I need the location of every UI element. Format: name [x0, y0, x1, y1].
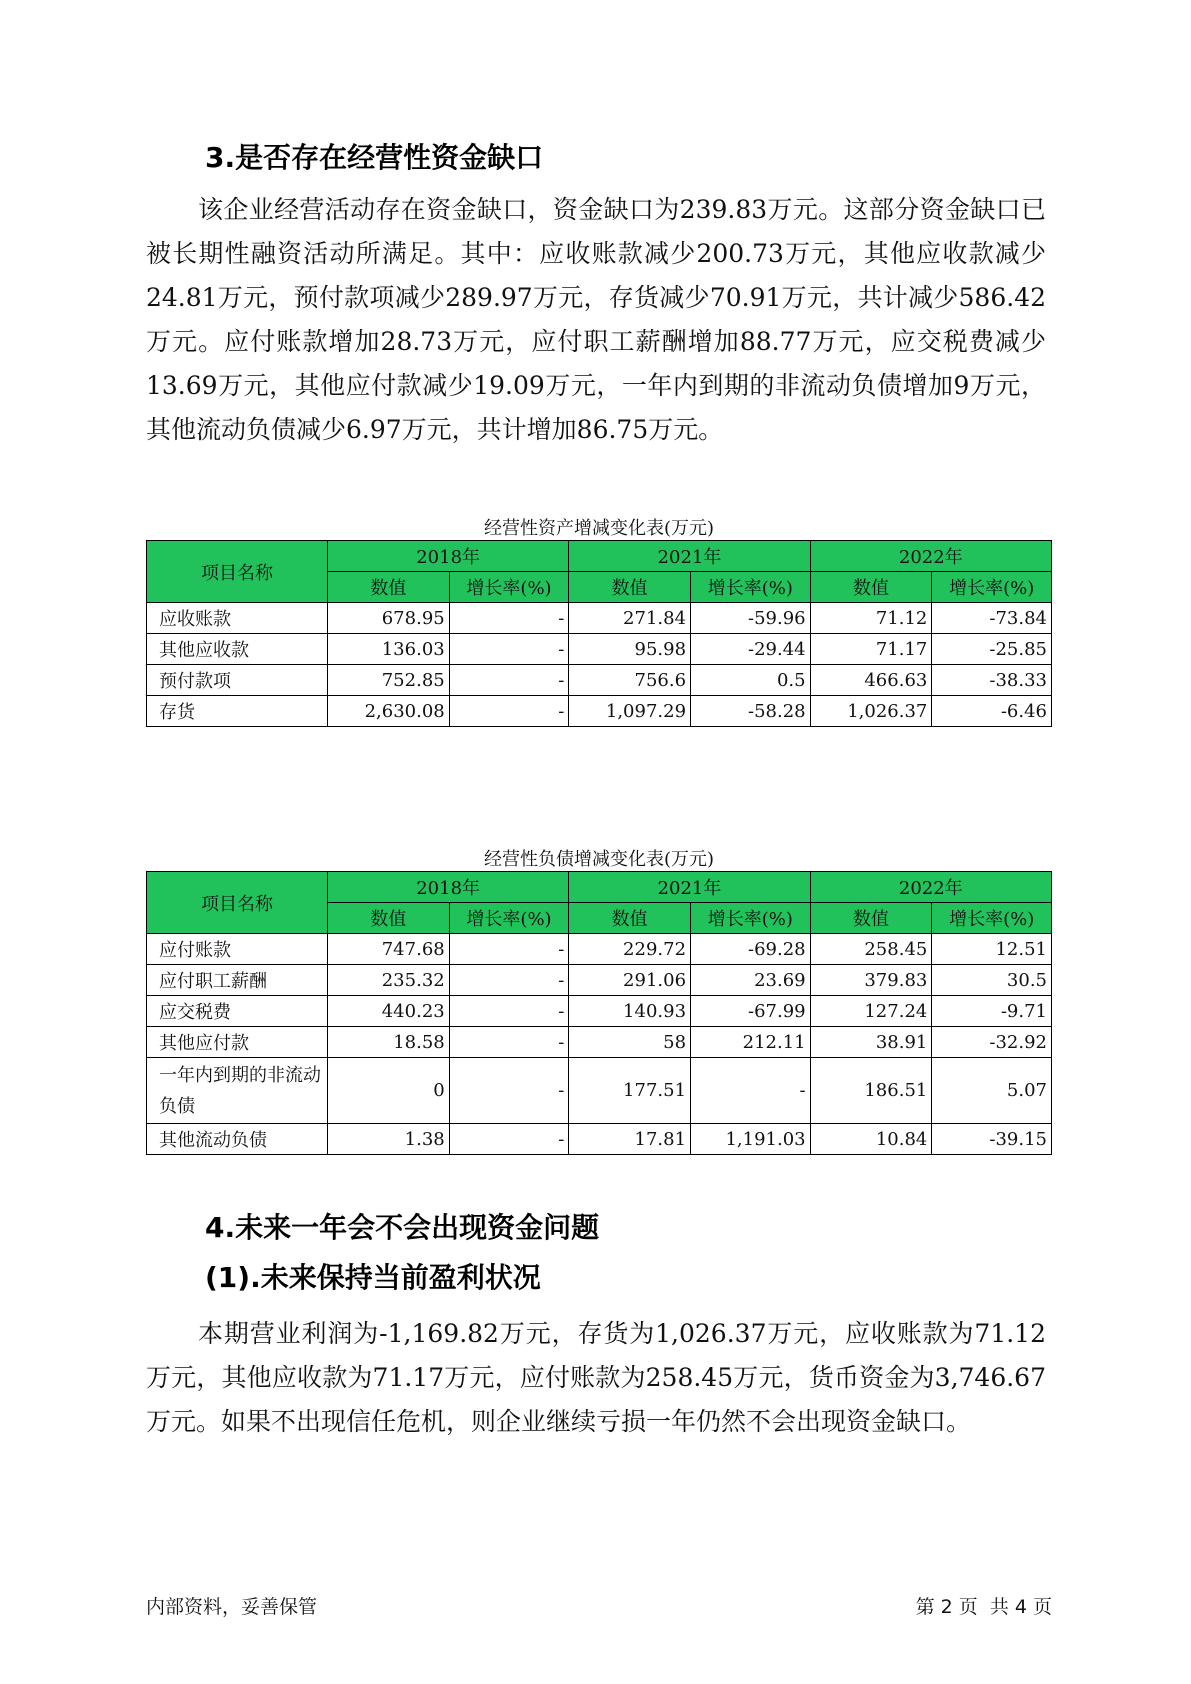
cell-rate: -	[449, 996, 569, 1027]
cell-rate: -58.28	[691, 696, 811, 727]
cell-rate: -	[449, 665, 569, 696]
cell-rate: -67.99	[691, 996, 811, 1027]
row-name: 应收账款	[147, 603, 328, 634]
section-4-heading: 4.未来一年会不会出现资金问题	[205, 1211, 600, 1244]
row-name: 应付职工薪酬	[147, 965, 328, 996]
header-item-name: 项目名称	[147, 872, 328, 934]
cell-value: 271.84	[569, 603, 691, 634]
cell-value: 678.95	[327, 603, 449, 634]
cell-value: 258.45	[810, 934, 932, 965]
cell-value: 2,630.08	[327, 696, 449, 727]
section-4-subheading: (1).未来保持当前盈利状况	[205, 1261, 541, 1294]
table-row	[147, 603, 1052, 634]
header-year: 2018年	[327, 872, 568, 903]
cell-value: 752.85	[327, 665, 449, 696]
section-3-paragraph	[146, 188, 1046, 452]
row-name: 预付款项	[147, 665, 328, 696]
cell-value: 140.93	[569, 996, 691, 1027]
header-item-name: 项目名称	[147, 541, 328, 603]
cell-rate: -	[449, 1058, 569, 1124]
footer-page-number: 第 2 页 共 4 页	[915, 1596, 1052, 1618]
cell-value: 756.6	[569, 665, 691, 696]
table-row	[147, 996, 1052, 1027]
cell-value: 0	[327, 1058, 449, 1124]
cell-rate: -	[449, 1124, 569, 1155]
cell-rate: 12.51	[932, 934, 1052, 965]
section-3-heading: 3.是否存在经营性资金缺口	[205, 141, 544, 174]
cell-value: 18.58	[327, 1027, 449, 1058]
cell-rate: 23.69	[691, 965, 811, 996]
header-growth-rate: 增长率(%)	[932, 572, 1052, 603]
cell-rate: -25.85	[932, 634, 1052, 665]
header-year: 2018年	[327, 541, 568, 572]
cell-value: 10.84	[810, 1124, 932, 1155]
table-1-caption: 经营性资产增减变化表(万元)	[483, 518, 715, 539]
cell-value: 291.06	[569, 965, 691, 996]
header-year: 2021年	[569, 872, 810, 903]
header-value: 数值	[569, 572, 691, 603]
cell-rate: 30.5	[932, 965, 1052, 996]
cell-rate: -	[449, 634, 569, 665]
footer-confidential-note: 内部资料，妥善保管	[146, 1596, 318, 1618]
cell-rate: -	[449, 965, 569, 996]
cell-value: 186.51	[810, 1058, 932, 1124]
cell-rate: -6.46	[932, 696, 1052, 727]
row-name: 其他应收款	[147, 634, 328, 665]
table-row	[147, 696, 1052, 727]
cell-value: 71.17	[810, 634, 932, 665]
header-growth-rate: 增长率(%)	[449, 903, 569, 934]
table-row	[147, 1027, 1052, 1058]
cell-rate: 212.11	[691, 1027, 811, 1058]
cell-value: 747.68	[327, 934, 449, 965]
cell-value: 177.51	[569, 1058, 691, 1124]
cell-rate: -59.96	[691, 603, 811, 634]
row-name: 其他应付款	[147, 1027, 328, 1058]
cell-value: 1,026.37	[810, 696, 932, 727]
row-name: 应付账款	[147, 934, 328, 965]
row-name: 应交税费	[147, 996, 328, 1027]
cell-value: 379.83	[810, 965, 932, 996]
header-year: 2021年	[569, 541, 810, 572]
cell-rate: 1,191.03	[691, 1124, 811, 1155]
table-row	[147, 634, 1052, 665]
table-row	[147, 1124, 1052, 1155]
cell-value: 95.98	[569, 634, 691, 665]
cell-rate: 5.07	[932, 1058, 1052, 1124]
header-year: 2022年	[810, 541, 1051, 572]
table-2-caption: 经营性负债增减变化表(万元)	[483, 849, 715, 870]
row-name: 一年内到期的非流动负债	[147, 1058, 328, 1124]
cell-rate: -29.44	[691, 634, 811, 665]
cell-rate: -	[449, 934, 569, 965]
table-row	[147, 965, 1052, 996]
cell-value: 17.81	[569, 1124, 691, 1155]
cell-rate: 0.5	[691, 665, 811, 696]
cell-rate: -32.92	[932, 1027, 1052, 1058]
header-value: 数值	[327, 572, 449, 603]
cell-rate: -69.28	[691, 934, 811, 965]
cell-value: 71.12	[810, 603, 932, 634]
operating-assets-table	[146, 540, 1052, 727]
cell-value: 235.32	[327, 965, 449, 996]
cell-value: 136.03	[327, 634, 449, 665]
section-3-text: 该企业经营活动存在资金缺口，资金缺口为239.83万元。这部分资金缺口已被长期性融资活动所满足。其中：应收账款减少200.73万元，其他应收款减少24.81万元，预付款项减少289.97万元，存货减少70.91万元，共计减少586.42万元。应付账款增加28.73万元，应付职工薪酬增加88.77万元，应交税费减少13.69万元，其他应付款减少19.09万元，一年内到期的非流动负债增加9万元，其他流动负债减少6.97万元，共计增加86.75万元。	[146, 195, 1046, 444]
cell-rate: -	[449, 603, 569, 634]
header-value: 数值	[569, 903, 691, 934]
cell-value: 58	[569, 1027, 691, 1058]
row-name: 存货	[147, 696, 328, 727]
cell-rate: -	[691, 1058, 811, 1124]
cell-value: 466.63	[810, 665, 932, 696]
table-row	[147, 1058, 1052, 1124]
cell-value: 1,097.29	[569, 696, 691, 727]
section-4-text: 本期营业利润为-1,169.82万元，存货为1,026.37万元，应收账款为71.12万元，其他应收款为71.17万元，应付账款为258.45万元，货币资金为3,746.67万元。如果不出现信任危机，则企业继续亏损一年仍然不会出现资金缺口。	[146, 1319, 1046, 1436]
table-row	[147, 934, 1052, 965]
cell-rate: -38.33	[932, 665, 1052, 696]
header-growth-rate: 增长率(%)	[932, 903, 1052, 934]
header-year: 2022年	[810, 872, 1051, 903]
cell-value: 1.38	[327, 1124, 449, 1155]
header-value: 数值	[327, 903, 449, 934]
cell-rate: -39.15	[932, 1124, 1052, 1155]
cell-rate: -9.71	[932, 996, 1052, 1027]
header-value: 数值	[810, 572, 932, 603]
header-value: 数值	[810, 903, 932, 934]
cell-value: 127.24	[810, 996, 932, 1027]
header-growth-rate: 增长率(%)	[691, 903, 811, 934]
header-growth-rate: 增长率(%)	[691, 572, 811, 603]
cell-rate: -73.84	[932, 603, 1052, 634]
cell-value: 38.91	[810, 1027, 932, 1058]
cell-value: 440.23	[327, 996, 449, 1027]
operating-liabilities-table	[146, 871, 1052, 1155]
table-row	[147, 665, 1052, 696]
header-growth-rate: 增长率(%)	[449, 572, 569, 603]
cell-value: 229.72	[569, 934, 691, 965]
section-4-paragraph	[146, 1312, 1046, 1444]
row-name: 其他流动负债	[147, 1124, 328, 1155]
cell-rate: -	[449, 1027, 569, 1058]
cell-rate: -	[449, 696, 569, 727]
